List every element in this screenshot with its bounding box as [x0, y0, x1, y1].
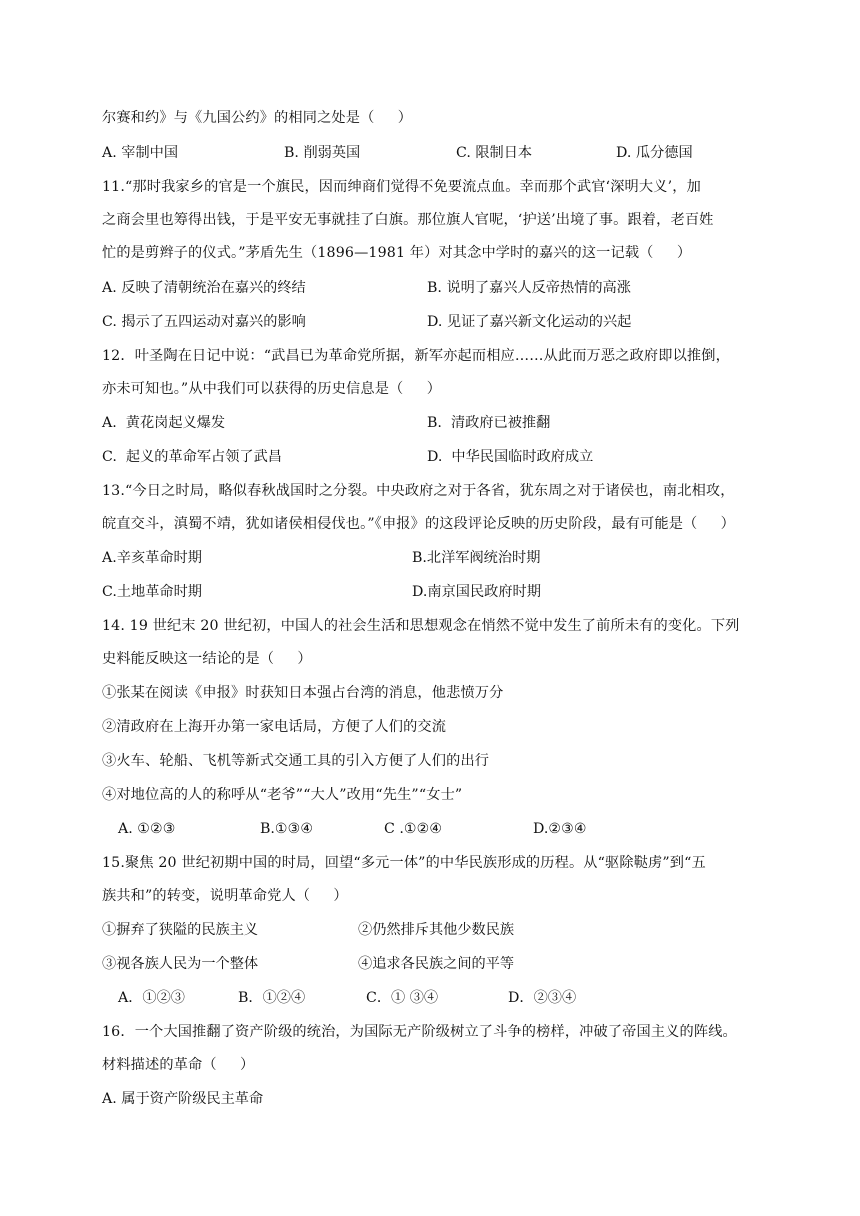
- q10-option-c: C. 限制日本: [456, 145, 533, 161]
- q11-option-a: A. 反映了清朝统治在嘉兴的终结: [102, 280, 306, 296]
- q11-option-b: B. 说明了嘉兴人反帝热情的高涨: [427, 280, 631, 296]
- q14-option-d: D.②③④: [533, 821, 587, 837]
- q11-option-c: C. 揭示了五四运动对嘉兴的影响: [102, 314, 306, 330]
- q12-option-a: A. 黄花岗起义爆发: [102, 415, 226, 431]
- q15-item-3: ③视各族人民为一个整体: [102, 956, 259, 972]
- q10-option-d: D. 瓜分德国: [616, 145, 693, 161]
- q14-option-c: C .①②④: [384, 821, 443, 837]
- q13-option-a: A.辛亥革命时期: [102, 550, 202, 566]
- q15-option-c: C．① ③④: [366, 990, 439, 1006]
- q14-stem-line-2: 史料能反映这一结论的是（ ）: [102, 651, 312, 667]
- q14-item-2: ②清政府在上海开办第一家电话局，方便了人们的交流: [102, 719, 447, 735]
- q10-stem-tail: 尔赛和约》与《九国公约》的相同之处是（ ）: [102, 110, 413, 126]
- q11-option-d: D. 见证了嘉兴新文化运动的兴起: [427, 314, 632, 330]
- q15-stem-line-1: 15.聚焦 20 世纪初期中国的时局，回望“多元一体”的中华民族形成的历程。从“驱除鞑虏”到“五: [102, 855, 706, 871]
- q14-item-3: ③火车、轮船、飞机等新式交通工具的引入方便了人们的出行: [102, 753, 490, 769]
- q12-stem-line-2: 亦未可知也。”从中我们可以获得的历史信息是（ ）: [102, 381, 442, 397]
- q12-option-d: D. 中华民国临时政府成立: [427, 449, 594, 465]
- q15-option-b: B．①②④: [238, 990, 306, 1006]
- q13-option-c: C.土地革命时期: [102, 584, 202, 600]
- q10-option-a: A. 宰制中国: [102, 145, 179, 161]
- q14-option-a: A. ①②③: [118, 821, 176, 837]
- q15-item-4: ④追求各民族之间的平等: [358, 956, 515, 972]
- q11-stem-line-2: 之商会里也筹得出钱，于是平安无事就挂了白旗。那位旗人官呢，‘护送’出境了事。跟着，老百姓: [102, 212, 714, 228]
- q14-item-1: ①张某在阅读《申报》时获知日本强占台湾的消息，他悲愤万分: [102, 685, 504, 701]
- q12-option-b: B. 清政府已被推翻: [427, 415, 551, 431]
- q12-option-c: C. 起义的革命军占领了武昌: [102, 449, 282, 465]
- q14-option-b: B.①③④: [260, 821, 314, 837]
- q14-stem-line-1: 14. 19 世纪末 20 世纪初，中国人的社会生活和思想观念在悄然不觉中发生了前所未有的变化。下列: [102, 618, 740, 634]
- q11-stem-line-3: 忙的是剪辫子的仪式。”茅盾先生（1896—1981 年）对其念中学时的嘉兴的这一记载（ ）: [102, 245, 692, 261]
- q14-item-4: ④对地位高的人的称呼从“老爷”“大人”改用“先生”“女士”: [102, 787, 463, 803]
- q11-stem-line-1: 11.“那时我家乡的官是一个旗民，因而绅商们觉得不免要流点血。幸而那个武官‘深明大义’，加: [102, 179, 701, 195]
- q15-stem-line-2: 族共和”的转变，说明革命党人（ ）: [102, 888, 348, 904]
- q13-stem-line-1: 13.“今日之时局，略似春秋战国时之分裂。中央政府之对于各省，犹东周之对于诸侯也，南北相攻，: [102, 483, 735, 499]
- q13-stem-line-2: 皖直交斗，滇蜀不靖，犹如诸侯相侵伐也。”《申报》的这段评论反映的历史阶段，最有可能是（ ）: [102, 516, 736, 532]
- q15-item-2: ②仍然排斥其他少数民族: [358, 922, 515, 938]
- q16-stem-line-2: 材料描述的革命（ ）: [102, 1057, 255, 1073]
- q10-option-b: B. 削弱英国: [284, 145, 361, 161]
- q15-option-d: D．②③④: [508, 990, 577, 1006]
- q16-stem-line-1: 16．一个大国推翻了资产阶级的统治，为国际无产阶级树立了斗争的榜样，冲破了帝国主义的阵线。: [102, 1024, 737, 1040]
- q12-stem-line-1: 12．叶圣陶在日记中说：“武昌已为革命党所据，新军亦起而相应……从此而万恶之政府即以推倒，: [102, 348, 730, 364]
- q13-option-b: B.北洋军阀统治时期: [412, 550, 541, 566]
- q15-option-a: A．①②③: [118, 990, 185, 1006]
- q15-item-1: ①摒弃了狭隘的民族主义: [102, 922, 259, 938]
- q16-option-a: A. 属于资产阶级民主革命: [102, 1091, 264, 1107]
- q13-option-d: D.南京国民政府时期: [412, 584, 541, 600]
